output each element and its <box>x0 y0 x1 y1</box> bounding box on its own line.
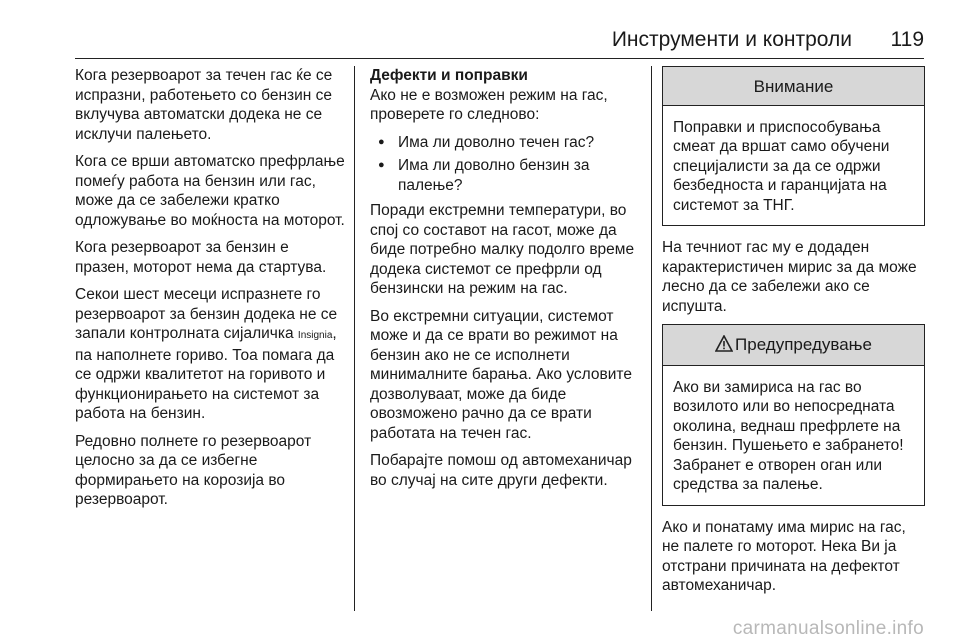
left-paragraph-3: Кога резервоарот за бензин е празен, моторот нема да стартува. <box>75 239 327 276</box>
list-item: ● Има ли доволно течен гас? <box>370 133 642 153</box>
middle-paragraph-2: Во екстремни ситуации, системот може и да се врати во режимот на бензин ако не се исполнети минималните барања. Ако условите дозволуваат, може да биде овозможено рачно да се врати работата на течен гас. <box>370 307 632 442</box>
middle-paragraph-3: Побарајте помош од автомеханичар во случај на сите други дефекти. <box>370 452 632 489</box>
notice-box-title: Внимание <box>663 67 924 106</box>
warning-box-title: Предупредување <box>735 335 872 354</box>
header-rule <box>75 58 924 59</box>
section-heading: Дефекти и поправки <box>370 67 528 84</box>
page-number: 119 <box>890 28 924 51</box>
check-list <box>370 133 642 196</box>
right-column <box>662 66 925 604</box>
warning-box <box>662 324 925 506</box>
left-paragraph-1: Кога резервоарот за течен гас ќе се испразни, работењето со бензин се вклучува автоматски додека не се исклучи палењето. <box>75 67 333 143</box>
header-title: Инструменти и контроли <box>611 28 852 51</box>
warning-box-text: Ако ви замириса на гас во возилото или во непосредната околина, веднаш префрлете на бензин. Пушењето е забрането! Забранет е отворен оган или средства за палење. <box>673 378 904 493</box>
column-divider-2 <box>651 66 652 611</box>
page-header <box>0 0 960 60</box>
left-paragraph-4-end: , па наполнете гориво. Тоа помага да се одржи квалитетот на горивото и функционирањето на системот за работа на бензин. <box>75 325 337 422</box>
left-paragraph-2: Кога се врши автоматско префрлање помеѓу работа на бензин или гас, може да се забележи кратко одложување во моќноста на моторот. <box>75 153 345 229</box>
notice-box <box>662 66 925 226</box>
list-item: ● Има ли доволно бензин за палење? <box>370 156 642 195</box>
column-divider-1 <box>354 66 355 611</box>
notice-box-text: Поправки и приспособувања смеат да вршат само обучени специјалисти за да се одржи безбедноста и гаранцијата на системот за ТНГ. <box>673 118 890 214</box>
warning-triangle-icon <box>715 335 733 357</box>
left-paragraph-4-start: Секои шест месеци испразнете го резервоарот за бензин додека не се запали контролната сијаличка <box>75 286 338 342</box>
left-column <box>75 66 345 518</box>
left-paragraph-5: Редовно полнете го резервоарот целосно за да се избегне формирањето на корозија во резервоарот. <box>75 432 312 508</box>
insignia-label: Insignia <box>297 330 333 341</box>
middle-intro: Ако не е возможен режим на гас, проверете го следново: <box>370 86 608 123</box>
warning-box-header <box>663 325 924 366</box>
watermark: carmanualsonline.info <box>732 618 924 639</box>
middle-column <box>370 66 642 498</box>
middle-paragraph-1: Поради екстремни температури, во спој со составот на гасот, може да биде потребно малку подолго време додека системот се префрли од бензински на режим на гас. <box>370 202 635 297</box>
right-paragraph-1: На течниот гас му е додаден карактеристичен мирис за да може лесно да се забележи ако се испушта. <box>662 239 917 315</box>
left-paragraph-4 <box>75 285 345 424</box>
right-paragraph-2: Ако и понатаму има мирис на гас, не палете го моторот. Нека Ви ја отстрани причината на дефектот автомеханичар. <box>662 518 906 594</box>
